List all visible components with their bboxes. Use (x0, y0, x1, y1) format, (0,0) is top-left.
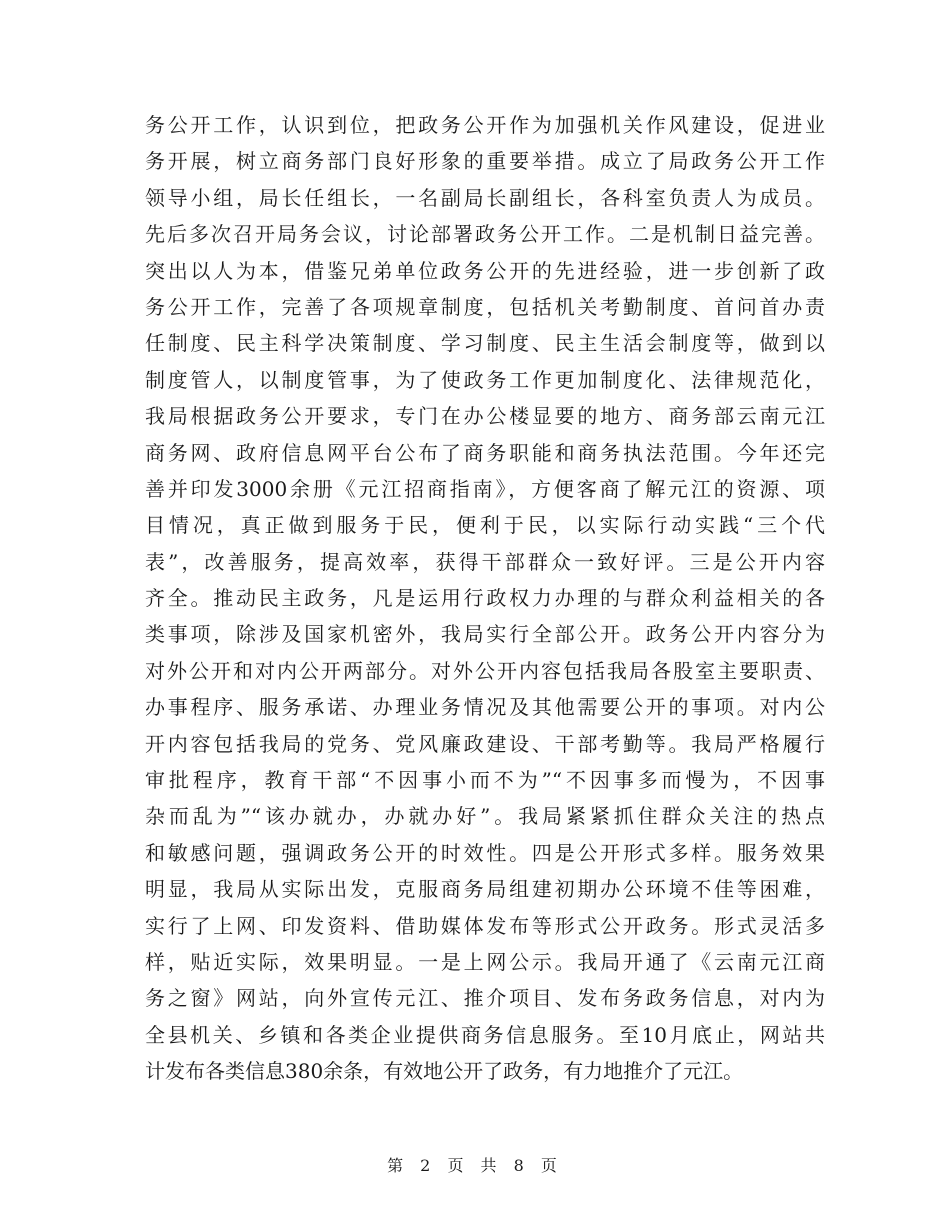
text-line: 务公开工作，认识到位，把政务公开作为加强机关作风建设，促进业 (145, 113, 825, 137)
text-line: 任制度、民主科学决策制度、学习制度、民主生活会制度等，做到以 (145, 331, 825, 356)
text-line: 我局根据政务公开要求，专门在办公楼显要的地方、商务部云南元江 (145, 404, 825, 429)
text-line: 突出以人为本，借鉴兄弟单位政务公开的先进经验，进一步创新了政 (145, 258, 825, 283)
text-line: 商务网、政府信息网平台公布了商务职能和商务执法范围。今年还完 (145, 440, 825, 465)
text-line: 开内容包括我局的党务、党风廉政建设、干部考勤等。我局严格履行 (145, 731, 825, 756)
text-line: 杂而乱为”“该办就办，办就办好”。我局紧紧抓住群众关注的热点 (145, 804, 825, 829)
text-line: 样，贴近实际，效果明显。一是上网公示。我局开通了《云南元江商 (145, 949, 825, 974)
text-line: 领导小组，局长任组长，一名副局长副组长，各科室负责人为成员。 (145, 185, 825, 210)
text-line: 齐全。推动民主政务，凡是运用行政权力办理的与群众利益相关的各 (145, 586, 825, 611)
text-line: 务开展，树立商务部门良好形象的重要举措。成立了局政务公开工作 (145, 149, 825, 174)
text-line: 实行了上网、印发资料、借助媒体发布等形式公开政务。形式灵活多 (145, 913, 825, 938)
text-line: 全县机关、乡镇和各类企业提供商务信息服务。至10月底止，网站共 (145, 1022, 825, 1047)
text-line: 类事项，除涉及国家机密外，我局实行全部公开。政务公开内容分为 (145, 622, 825, 647)
text-line: 对外公开和对内公开两部分。对外公开内容包括我局各股室主要职责、 (145, 658, 825, 683)
text-line: 目情况，真正做到服务于民，便利于民，以实际行动实践“三个代 (145, 513, 825, 538)
text-line: 和敏感问题，强调政务公开的时效性。四是公开形式多样。服务效果 (145, 840, 825, 865)
text-line: 计发布各类信息380余条，有效地公开了政务，有力地推介了元江。 (145, 1059, 744, 1084)
page-number-footer: 第 2 页 共 8 页 (387, 1156, 563, 1175)
text-line: 务公开工作，完善了各项规章制度，包括机关考勤制度、首问首办责 (145, 294, 825, 319)
text-line: 办事程序、服务承诺、办理业务情况及其他需要公开的事项。对内公 (145, 695, 825, 720)
text-line: 制度管人，以制度管事，为了使政务工作更加制度化、法律规范化， (145, 367, 825, 392)
body-text (145, 107, 825, 1090)
text-line: 先后多次召开局务会议，讨论部署政务公开工作。二是机制日益完善。 (145, 222, 825, 247)
text-line: 明显，我局从实际出发，克服商务局组建初期办公环境不佳等困难， (145, 877, 825, 902)
text-line: 表”，改善服务，提高效率，获得干部群众一致好评。三是公开内容 (145, 549, 825, 574)
text-line: 审批程序，教育干部“不因事小而不为”“不因事多而慢为，不因事 (145, 768, 825, 793)
text-line: 善并印发3000余册《元江招商指南》，方便客商了解元江的资源、项 (145, 476, 825, 501)
text-line: 务之窗》网站，向外宣传元江、推介项目、发布务政务信息，对内为 (145, 986, 825, 1011)
